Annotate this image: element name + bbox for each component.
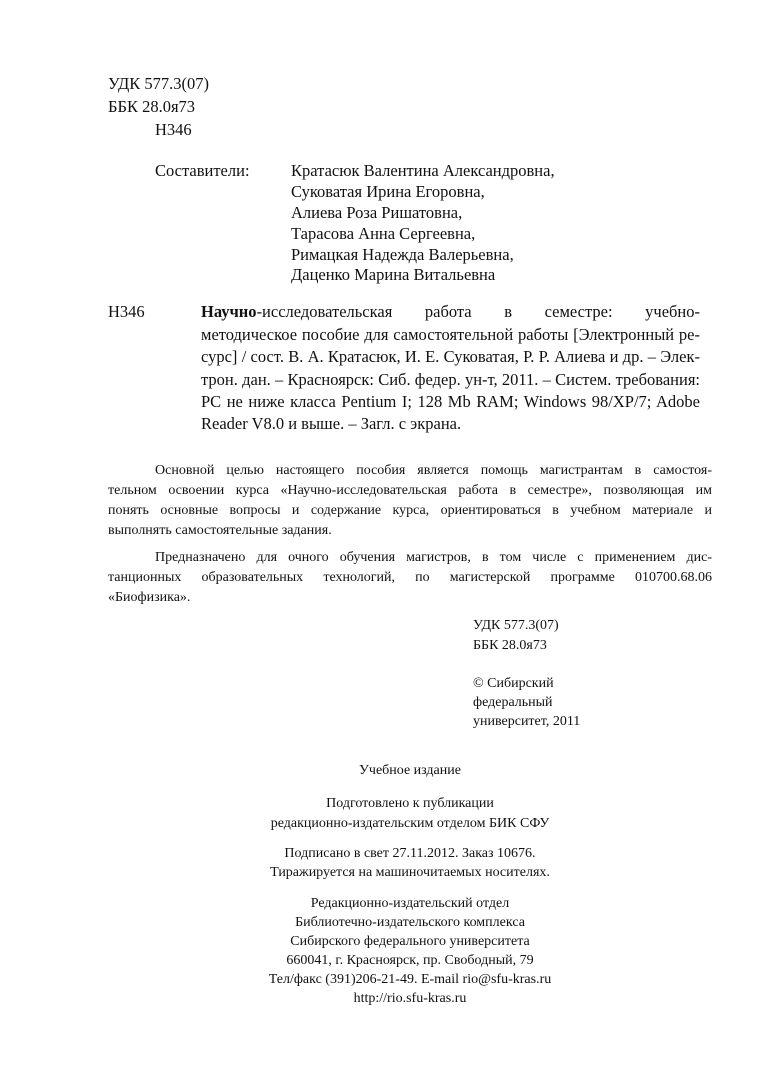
bbk-code: ББК 28.0я73 [108, 97, 196, 116]
abstract-line: тельном освоении курса «Научно-исследовательская работа в семестре», позволяющая им [108, 483, 712, 498]
compiler-name: Даценко Марина Витальевна [291, 265, 496, 284]
publisher-line: Библиотечно-издательского комплекса [295, 915, 525, 930]
entry-line: трон. дан. – Красноярск: Сиб. федер. ун-т, 2011. – Систем. требования: [201, 370, 700, 389]
entry-code: Н346 [108, 302, 145, 321]
copyright-line: университет, 2011 [473, 714, 581, 729]
edition-type: Учебное издание [359, 763, 461, 778]
publisher-line: Редакционно-издательский отдел [310, 896, 510, 911]
abstract-line: понять основные вопросы и содержание курса, ориентироваться в учебном материале и [108, 503, 712, 518]
compiler-name: Тарасова Анна Сергеевна, [291, 224, 476, 243]
signed-line: Подписано в свет 27.11.2012. Заказ 10676. [284, 846, 536, 861]
compiler-name: Суковатая Ирина Егоровна, [291, 182, 485, 201]
entry-line: методическое пособие для самостоятельной работы [Электронный ре- [201, 325, 700, 344]
publisher-address: 660041, г. Красноярск, пр. Свободный, 79 [286, 953, 534, 968]
publisher-line: Сибирского федерального университета [290, 934, 530, 949]
purpose-line: Предназначено для очного обучения магистров, в том числе с применением дис- [155, 550, 712, 565]
abstract-line: Основной целью настоящего пособия является помощь магистрантам в самостоя- [155, 463, 712, 478]
prepared-line: редакционно-издательским отделом БИК СФУ [270, 816, 550, 831]
signed-line: Тиражируется на машиночитаемых носителях. [270, 865, 550, 880]
compiler-name: Алиева Роза Ришатовна, [291, 203, 463, 222]
publisher-website-link[interactable]: http://rio.sfu-kras.ru [353, 991, 467, 1006]
entry-line: Reader V8.0 и выше. – Загл. с экрана. [201, 414, 462, 433]
author-mark: Н346 [155, 120, 192, 139]
copyright-line: федеральный [473, 695, 553, 710]
entry-title-bold: Научно [201, 302, 257, 321]
udk-code: УДК 577.3(07) [108, 74, 210, 93]
purpose-line: танционных образовательных технологий, по магистерской программе 010700.68.06 [108, 570, 712, 585]
compiler-name: Римацкая Надежда Валерьевна, [291, 245, 514, 264]
compiler-name: Кратасюк Валентина Александровна, [291, 161, 555, 180]
entry-line [201, 304, 700, 321]
publisher-contacts[interactable]: Тел/факс (391)206-21-49. E-mail rio@sfu-kras.ru [268, 972, 552, 987]
abstract-line: выполнять самостоятельные задания. [108, 523, 332, 538]
compilers-label: Составители: [155, 161, 250, 180]
entry-line: сурс] / сост. В. А. Кратасюк, И. Е. Суковатая, Р. Р. Алиева и др. – Элек- [201, 347, 700, 366]
copyright-line: © Сибирский [473, 676, 554, 691]
bbk-classification: ББК 28.0я73 [473, 638, 547, 653]
udk-classification: УДК 577.3(07) [473, 618, 559, 633]
entry-line: PC не ниже класса Pentium I; 128 Mb RAM; Windows 98/XP/7; Adobe [201, 392, 700, 411]
purpose-line: «Биофизика». [108, 590, 191, 605]
prepared-line: Подготовлено к публикации [326, 796, 494, 811]
entry-text: -исследовательская работа в семестре: учебно- [256, 302, 700, 321]
